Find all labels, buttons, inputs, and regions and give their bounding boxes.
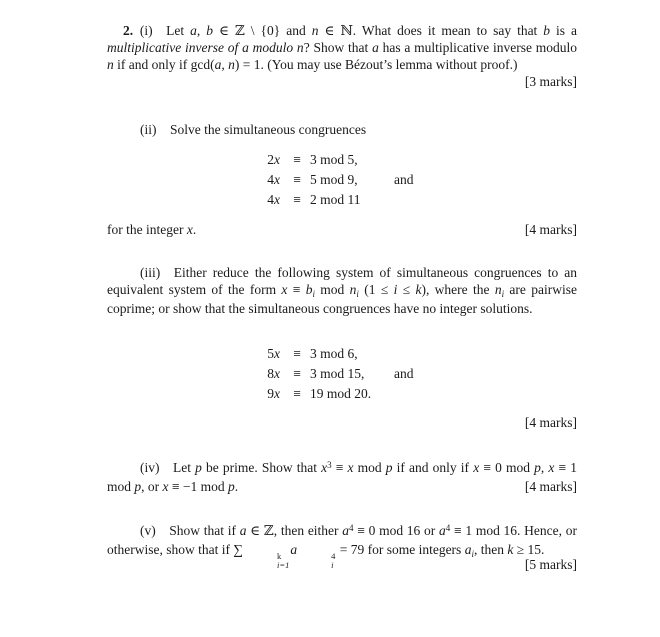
congruence-row bbox=[107, 344, 577, 364]
part-iii-marks: [4 marks] bbox=[524, 415, 577, 430]
part-iv-marks: [4 marks] bbox=[524, 479, 577, 494]
and-connector: and bbox=[394, 172, 414, 187]
congruence-block-ii bbox=[107, 150, 577, 210]
part-iv-text: (iv) Let p be prime. Show that $x^3 \equiv x$ mod p if and only if x ≡ 0 mod p, x ≡ 1 mod p, or x ≡ −1 mod p. bbox=[107, 459, 577, 494]
equivalence-symbol: ≡ bbox=[293, 366, 301, 381]
part-ii-heading-text: (ii) Solve the simultaneous congruences bbox=[140, 122, 367, 137]
congruence-lhs: 2x bbox=[267, 152, 280, 167]
equivalence-symbol: ≡ bbox=[293, 192, 301, 207]
congruence-lhs: 4x bbox=[267, 172, 280, 187]
part-iv-paragraph bbox=[107, 459, 577, 495]
equivalence-symbol: ≡ bbox=[293, 152, 301, 167]
part-ii-footer bbox=[107, 221, 577, 238]
equivalence-symbol: ≡ bbox=[293, 172, 301, 187]
congruence-lhs: 4x bbox=[267, 192, 280, 207]
part-iii-text: (iii) Either reduce the following system of simultaneous congruences to an equivalent system of the form $x \equiv b_i$ mod $n_i$ (1 ≤ i ≤ k), where the $n_i$ are pairwise coprime; or show that the simultaneous congruences have no integer solutions. bbox=[107, 265, 577, 316]
congruence-rhs: 2 mod 11 bbox=[310, 192, 361, 207]
equivalence-symbol: ≡ bbox=[293, 346, 301, 361]
part-v-text: (v) Show that if a ∈ ℤ, then either $a^4 \equiv 0$ mod 16 or $a^4 \equiv 1$ mod 16. Hence, or otherwise, show that if ∑ k i=1 a 4 i = 79 for some integers $a_i$, then k ≥ 15. bbox=[107, 522, 577, 570]
congruence-row bbox=[107, 150, 577, 170]
congruence-row bbox=[107, 170, 577, 190]
congruence-lhs: 8x bbox=[267, 366, 280, 381]
congruence-lhs: 9x bbox=[267, 386, 280, 401]
equivalence-symbol: ≡ bbox=[293, 386, 301, 401]
part-i-marks: [3 marks] bbox=[524, 74, 577, 89]
part-v-marks-line bbox=[107, 556, 577, 573]
part-i-paragraph bbox=[107, 22, 577, 90]
part-v-marks: [5 marks] bbox=[524, 557, 577, 572]
congruence-rhs: 3 mod 15, bbox=[310, 366, 365, 381]
part-ii-marks: [4 marks] bbox=[524, 222, 577, 237]
part-iii-paragraph bbox=[107, 264, 577, 332]
congruence-rhs: 19 mod 20. bbox=[310, 386, 372, 401]
part-ii-footer-text: for the integer x. bbox=[107, 222, 197, 237]
congruence-lhs: 5x bbox=[267, 346, 280, 361]
congruence-block-iii bbox=[107, 344, 577, 404]
congruence-row bbox=[107, 364, 577, 384]
congruence-row bbox=[107, 384, 577, 404]
part-i-text: 2. (i) Let a, b ∈ ℤ \ {0} and n ∈ ℕ. What does it mean to say that b is a multiplicative inverse of a modulo n? Show that a has a multiplicative inverse modulo n if and only if gcd(a, n) = 1. (You may use Bézout’s lemma without proof.) bbox=[107, 23, 578, 72]
part-ii-heading bbox=[107, 121, 577, 138]
congruence-rhs: 5 mod 9, bbox=[310, 172, 358, 187]
and-connector: and bbox=[394, 366, 414, 381]
congruence-rhs: 3 mod 6, bbox=[310, 346, 358, 361]
congruence-rhs: 3 mod 5, bbox=[310, 152, 358, 167]
congruence-row bbox=[107, 190, 577, 210]
part-iii-marks-line bbox=[107, 414, 577, 431]
